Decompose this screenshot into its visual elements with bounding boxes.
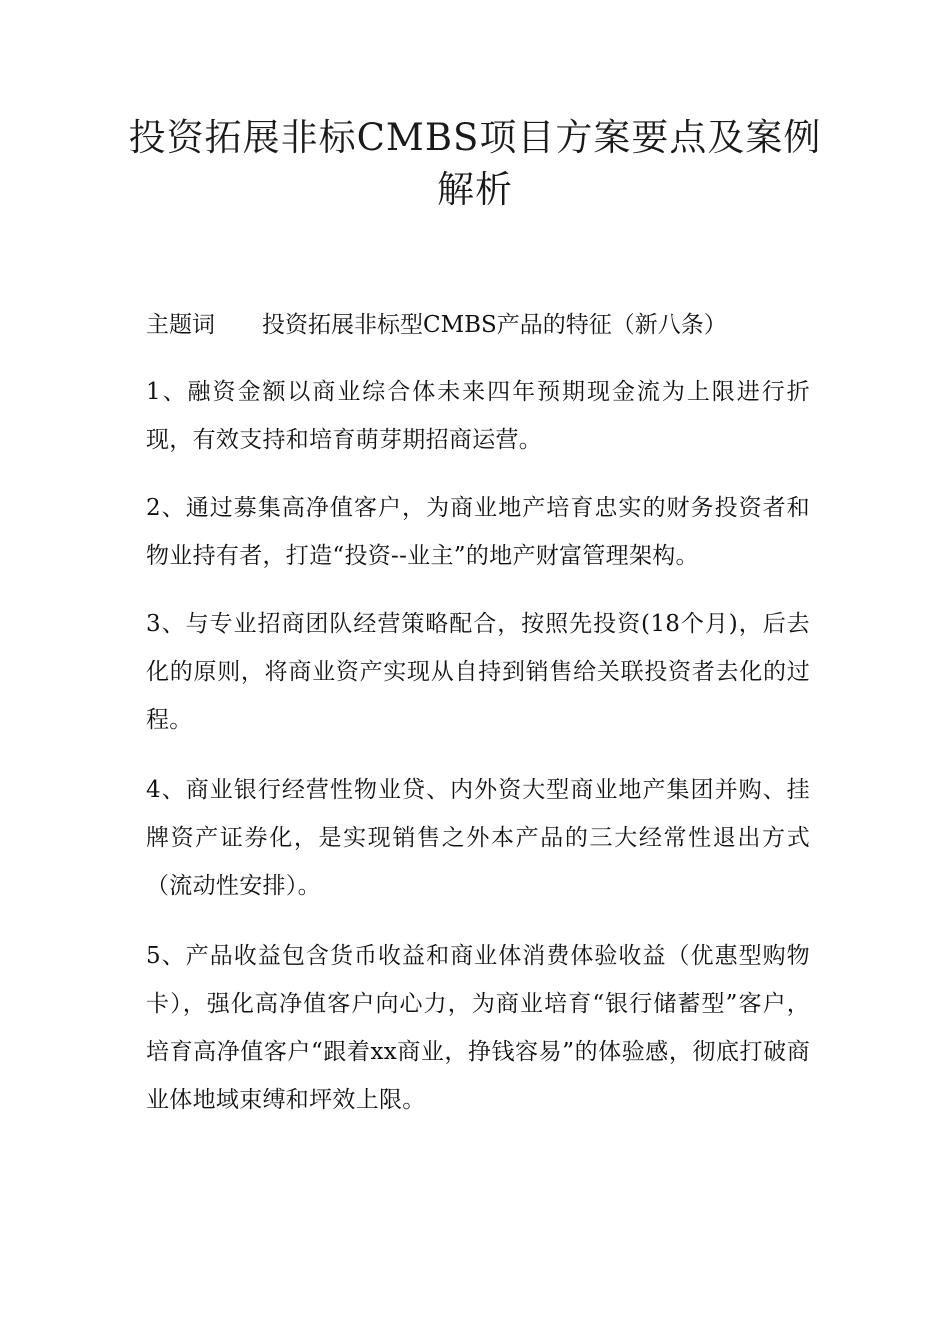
document-title: 投资拓展非标CMBS项目方案要点及案例解析: [128, 116, 822, 211]
paragraph-3: 3、与专业招商团队经营策略配合，按照先投资(18个月)，后去化的原则，将商业资产实现从自持到销售给关联投资者去化的过程。: [146, 611, 810, 733]
paragraph-5: 5、产品收益包含货币收益和商业体消费体验收益（优惠型购物卡），强化高净值客户向心力，为商业培育“银行储蓄型”客户，培育高净值客户“跟着xx商业，挣钱容易”的体验感，彻底打破商业体地域束缚和坪效上限。: [146, 943, 810, 1113]
subject-text: 投资拓展非标型CMBS产品的特征（新八条）: [262, 312, 727, 338]
paragraph-2: 2、通过募集高净值客户，为商业地产培育忠实的财务投资者和物业持有者，打造“投资--业主”的地产财富管理架构。: [146, 495, 810, 569]
subject-line: [146, 306, 826, 344]
subject-label: 主题词: [146, 312, 215, 338]
paragraph-1: 1、融资金额以商业综合体未来四年预期现金流为上限进行折现，有效支持和培育萌芽期招商运营。: [146, 379, 810, 453]
paragraph-4: 4、商业银行经营性物业贷、内外资大型商业地产集团并购、挂牌资产证券化，是实现销售之外本产品的三大经常性退出方式（流动性安排）。: [146, 777, 810, 899]
